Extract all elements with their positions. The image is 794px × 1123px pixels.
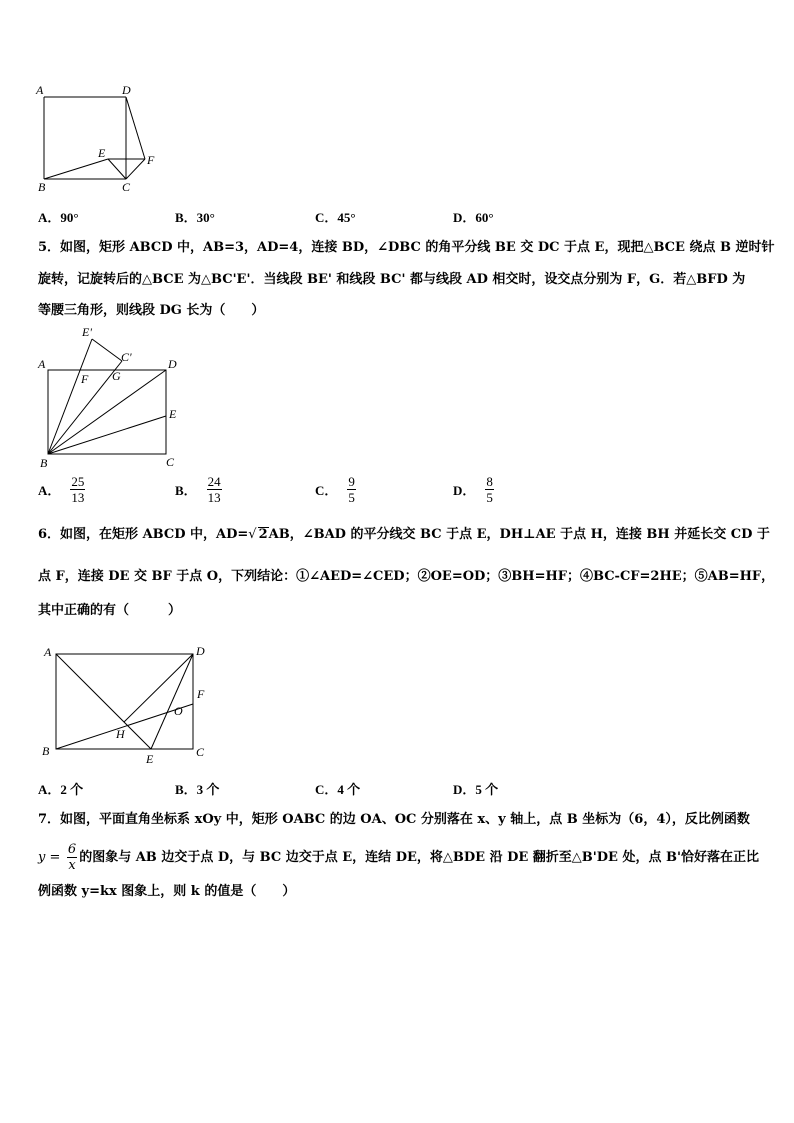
q4-label-b: B (38, 180, 46, 194)
q4-seg-be (44, 159, 108, 179)
q4-seg-df (126, 97, 145, 159)
q5-option-c-fraction: $\frac{9}{5}$ (348, 474, 355, 505)
q5-label-c: C (166, 455, 175, 469)
q5-option-d-label: D． (453, 483, 476, 498)
q5-label-d: D (168, 357, 177, 371)
q6-label-e: E (146, 752, 154, 766)
q5-text-line3: 等腰三角形，则线段 DG 长为（ ） (38, 303, 265, 318)
q5-option-c[interactable] (315, 474, 356, 505)
q4-label-e: E (98, 146, 106, 160)
q6-option-d[interactable]: D．5 个 (453, 782, 499, 797)
q5-seg-e-prime-c-prime (92, 339, 122, 361)
q5-option-b-label: B． (175, 483, 197, 498)
q5-option-b[interactable] (175, 474, 222, 505)
q5-label-c-prime: C' (121, 350, 132, 364)
q5-label-f: F (81, 372, 89, 386)
q6-label-a: A (44, 645, 52, 659)
q6-text-line2: 点 F，连接 DE 交 BF 于点 O，下列结论：①∠AED=∠CED；②OE=OD；③BH=HF；④BC-CF=2HE；⑤AB=HF， (38, 569, 775, 584)
q6-option-a[interactable]: A．2 个 (38, 782, 84, 797)
q5-label-g: G (112, 369, 121, 383)
q5-seg-be-prime (48, 339, 92, 454)
q6-label-b: B (42, 744, 50, 758)
q6-label-h: H (116, 727, 125, 741)
q5-figure (34, 322, 194, 472)
q4-option-a[interactable]: A．90° (38, 210, 79, 225)
q4-seg-ec (108, 159, 126, 179)
q4-option-b[interactable]: B．30° (175, 210, 215, 225)
q5-option-c-label: C． (315, 483, 338, 498)
q5-text-line1: 5．如图，矩形 ABCD 中，AB=3，AD=4，连接 BD，∠DBC 的角平分线 BE 交 DC 于点 E，现把△BCE 绕点 B 逆时针 (38, 240, 775, 255)
q6-text-line1: 6．如图，在矩形 ABCD 中，AD=√ 2AB，∠BAD 的平分线交 BC 于点 E，DH⊥AE 于点 H，连接 BH 并延长交 CD 于 (38, 527, 770, 542)
q6-sqrt-value: 2 (258, 527, 268, 542)
q5-label-e-prime: E' (82, 325, 92, 339)
q7-text-line2: y = $\frac{6}{x}$ 的图象与 AB 边交于点 D，与 BC 边交于点 E，连结 DE，将△BDE 沿 DE 翻折至△B'DE 处，点 B'恰好落在正比 (38, 842, 759, 873)
q6-label-f: F (197, 687, 205, 701)
q7-text-line1: 7．如图，平面直角坐标系 xOy 中，矩形 OABC 的边 OA、OC 分别落在 x、y 轴上，点 B 坐标为（6，4），反比例函数 (38, 812, 750, 827)
q6-option-b[interactable]: B．3 个 (175, 782, 220, 797)
q6-text-line3: 其中正确的有（ ） (38, 603, 182, 618)
q6-seg-ae (56, 654, 151, 749)
q5-option-b-fraction: $\frac{24}{13}$ (207, 474, 221, 505)
q6-label-o: O (174, 704, 183, 718)
q5-text-line2: 旋转，记旋转后的△BCE 为△BC'E'．当线段 BE' 和线段 BC' 都与线段 AD 相交时，设交点分别为 F，G．若△BFD 为 (38, 272, 746, 287)
q6-label-c: C (196, 745, 205, 759)
q7-text-line3: 例函数 y=kx 图象上，则 k 的值是（ ） (38, 884, 296, 899)
q4-label-f: F (147, 153, 155, 167)
q5-label-a: A (38, 357, 46, 371)
q4-option-d[interactable]: D．60° (453, 210, 494, 225)
q5-option-d[interactable] (453, 474, 494, 505)
q4-label-d: D (122, 83, 131, 97)
q4-option-c[interactable]: C．45° (315, 210, 356, 225)
q4-seg-cf (126, 159, 145, 179)
q7-fraction: $\frac{6}{x}$ (67, 842, 77, 873)
q5-option-a[interactable] (38, 474, 85, 505)
q4-label-a: A (36, 83, 44, 97)
q6-seg-de (151, 654, 193, 749)
q5-seg-be (48, 416, 166, 454)
q5-seg-bd (48, 370, 166, 454)
q4-figure (34, 80, 164, 195)
q5-label-e: E (169, 407, 177, 421)
q6-label-d: D (196, 644, 205, 658)
q5-label-b: B (40, 456, 48, 470)
q6-figure (34, 640, 224, 770)
q4-label-c: C (122, 180, 131, 194)
q5-option-a-fraction: $\frac{25}{13}$ (71, 474, 85, 505)
q5-option-d-fraction: $\frac{8}{5}$ (486, 474, 493, 505)
q7-y-equals: y = (38, 850, 61, 865)
q6-option-c[interactable]: C．4 个 (315, 782, 361, 797)
q5-option-a-label: A． (38, 483, 61, 498)
